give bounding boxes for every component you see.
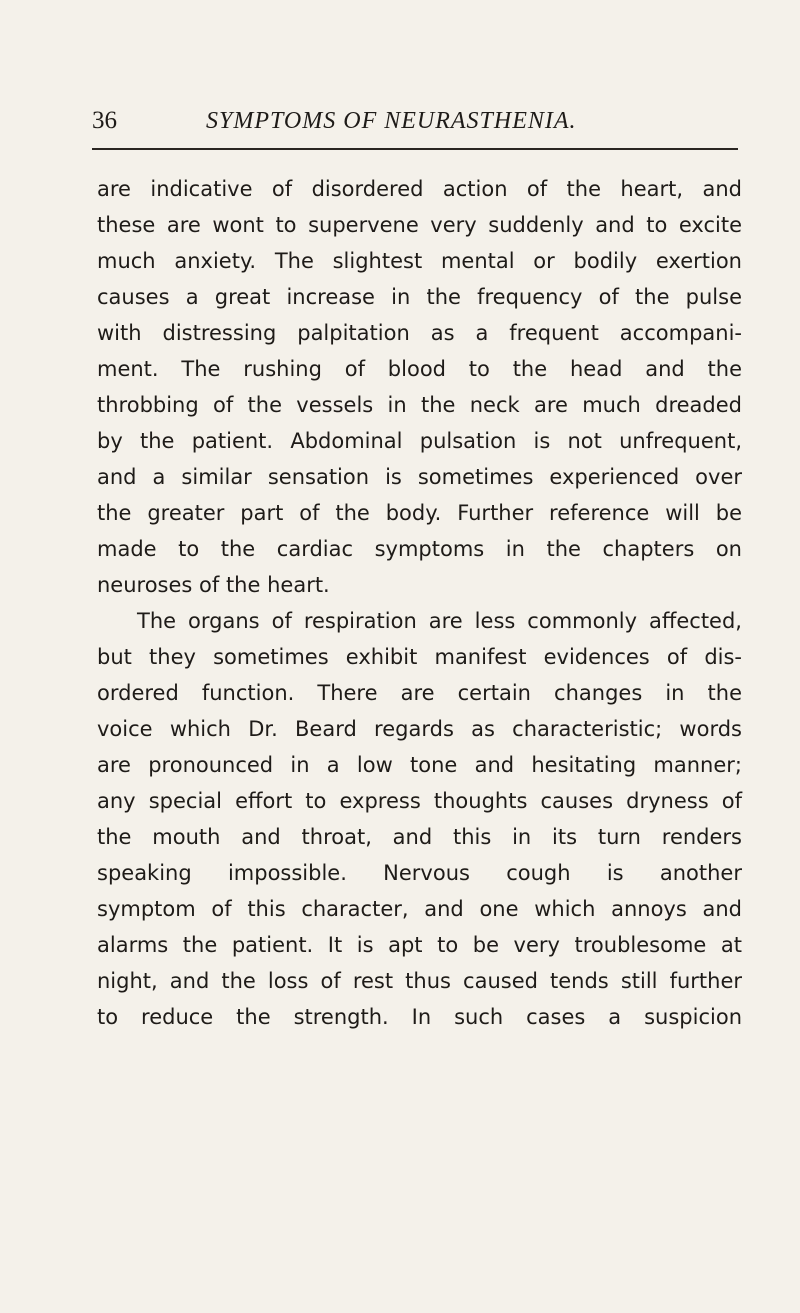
text-line: symptom of this character, and one which annoys and xyxy=(97,897,742,921)
text-line: are indicative of disordered action of the heart, and xyxy=(97,177,742,201)
page-header xyxy=(92,104,740,138)
text-line: voice which Dr. Beard regards as characteristic; words xyxy=(97,717,742,741)
text-line: these are wont to supervene very suddenly and to excite xyxy=(97,213,742,237)
header-rule xyxy=(92,148,738,150)
text-line: are pronounced in a low tone and hesitating manner; xyxy=(97,753,742,777)
text-line: causes a great increase in the frequency of the pulse xyxy=(97,285,742,309)
text-line: by the patient. Abdominal pulsation is not unfrequent, xyxy=(97,429,742,453)
running-head: SYMPTOMS OF NEURASTHENIA. xyxy=(206,108,577,134)
paragraph-end-line: neuroses of the heart. xyxy=(97,573,330,597)
text-line: made to the cardiac symptoms in the chapters on xyxy=(97,537,742,561)
text-line: with distressing palpitation as a frequent accompani- xyxy=(97,321,742,345)
text-line: alarms the patient. It is apt to be very troublesome at xyxy=(97,933,742,957)
text-line: but they sometimes exhibit manifest evidences of dis- xyxy=(97,645,742,669)
text-line: ordered function. There are certain changes in the xyxy=(97,681,742,705)
text-line: and a similar sensation is sometimes experienced over xyxy=(97,465,742,489)
paragraph-start-line: The organs of respiration are less commonly affected, xyxy=(137,609,742,633)
text-line: the greater part of the body. Further reference will be xyxy=(97,501,742,525)
page-number: 36 xyxy=(92,107,117,134)
text-line: throbbing of the vessels in the neck are much dreaded xyxy=(97,393,742,417)
text-line: much anxiety. The slightest mental or bodily exertion xyxy=(97,249,742,273)
body-text xyxy=(97,171,742,1035)
text-line: the mouth and throat, and this in its turn renders xyxy=(97,825,742,849)
text-line: to reduce the strength. In such cases a suspicion xyxy=(97,1005,742,1029)
text-line: night, and the loss of rest thus caused tends still further xyxy=(97,969,742,993)
text-line: any special effort to express thoughts causes dryness of xyxy=(97,789,742,813)
text-line: speaking impossible. Nervous cough is another xyxy=(97,861,742,885)
text-line: ment. The rushing of blood to the head and the xyxy=(97,357,742,381)
